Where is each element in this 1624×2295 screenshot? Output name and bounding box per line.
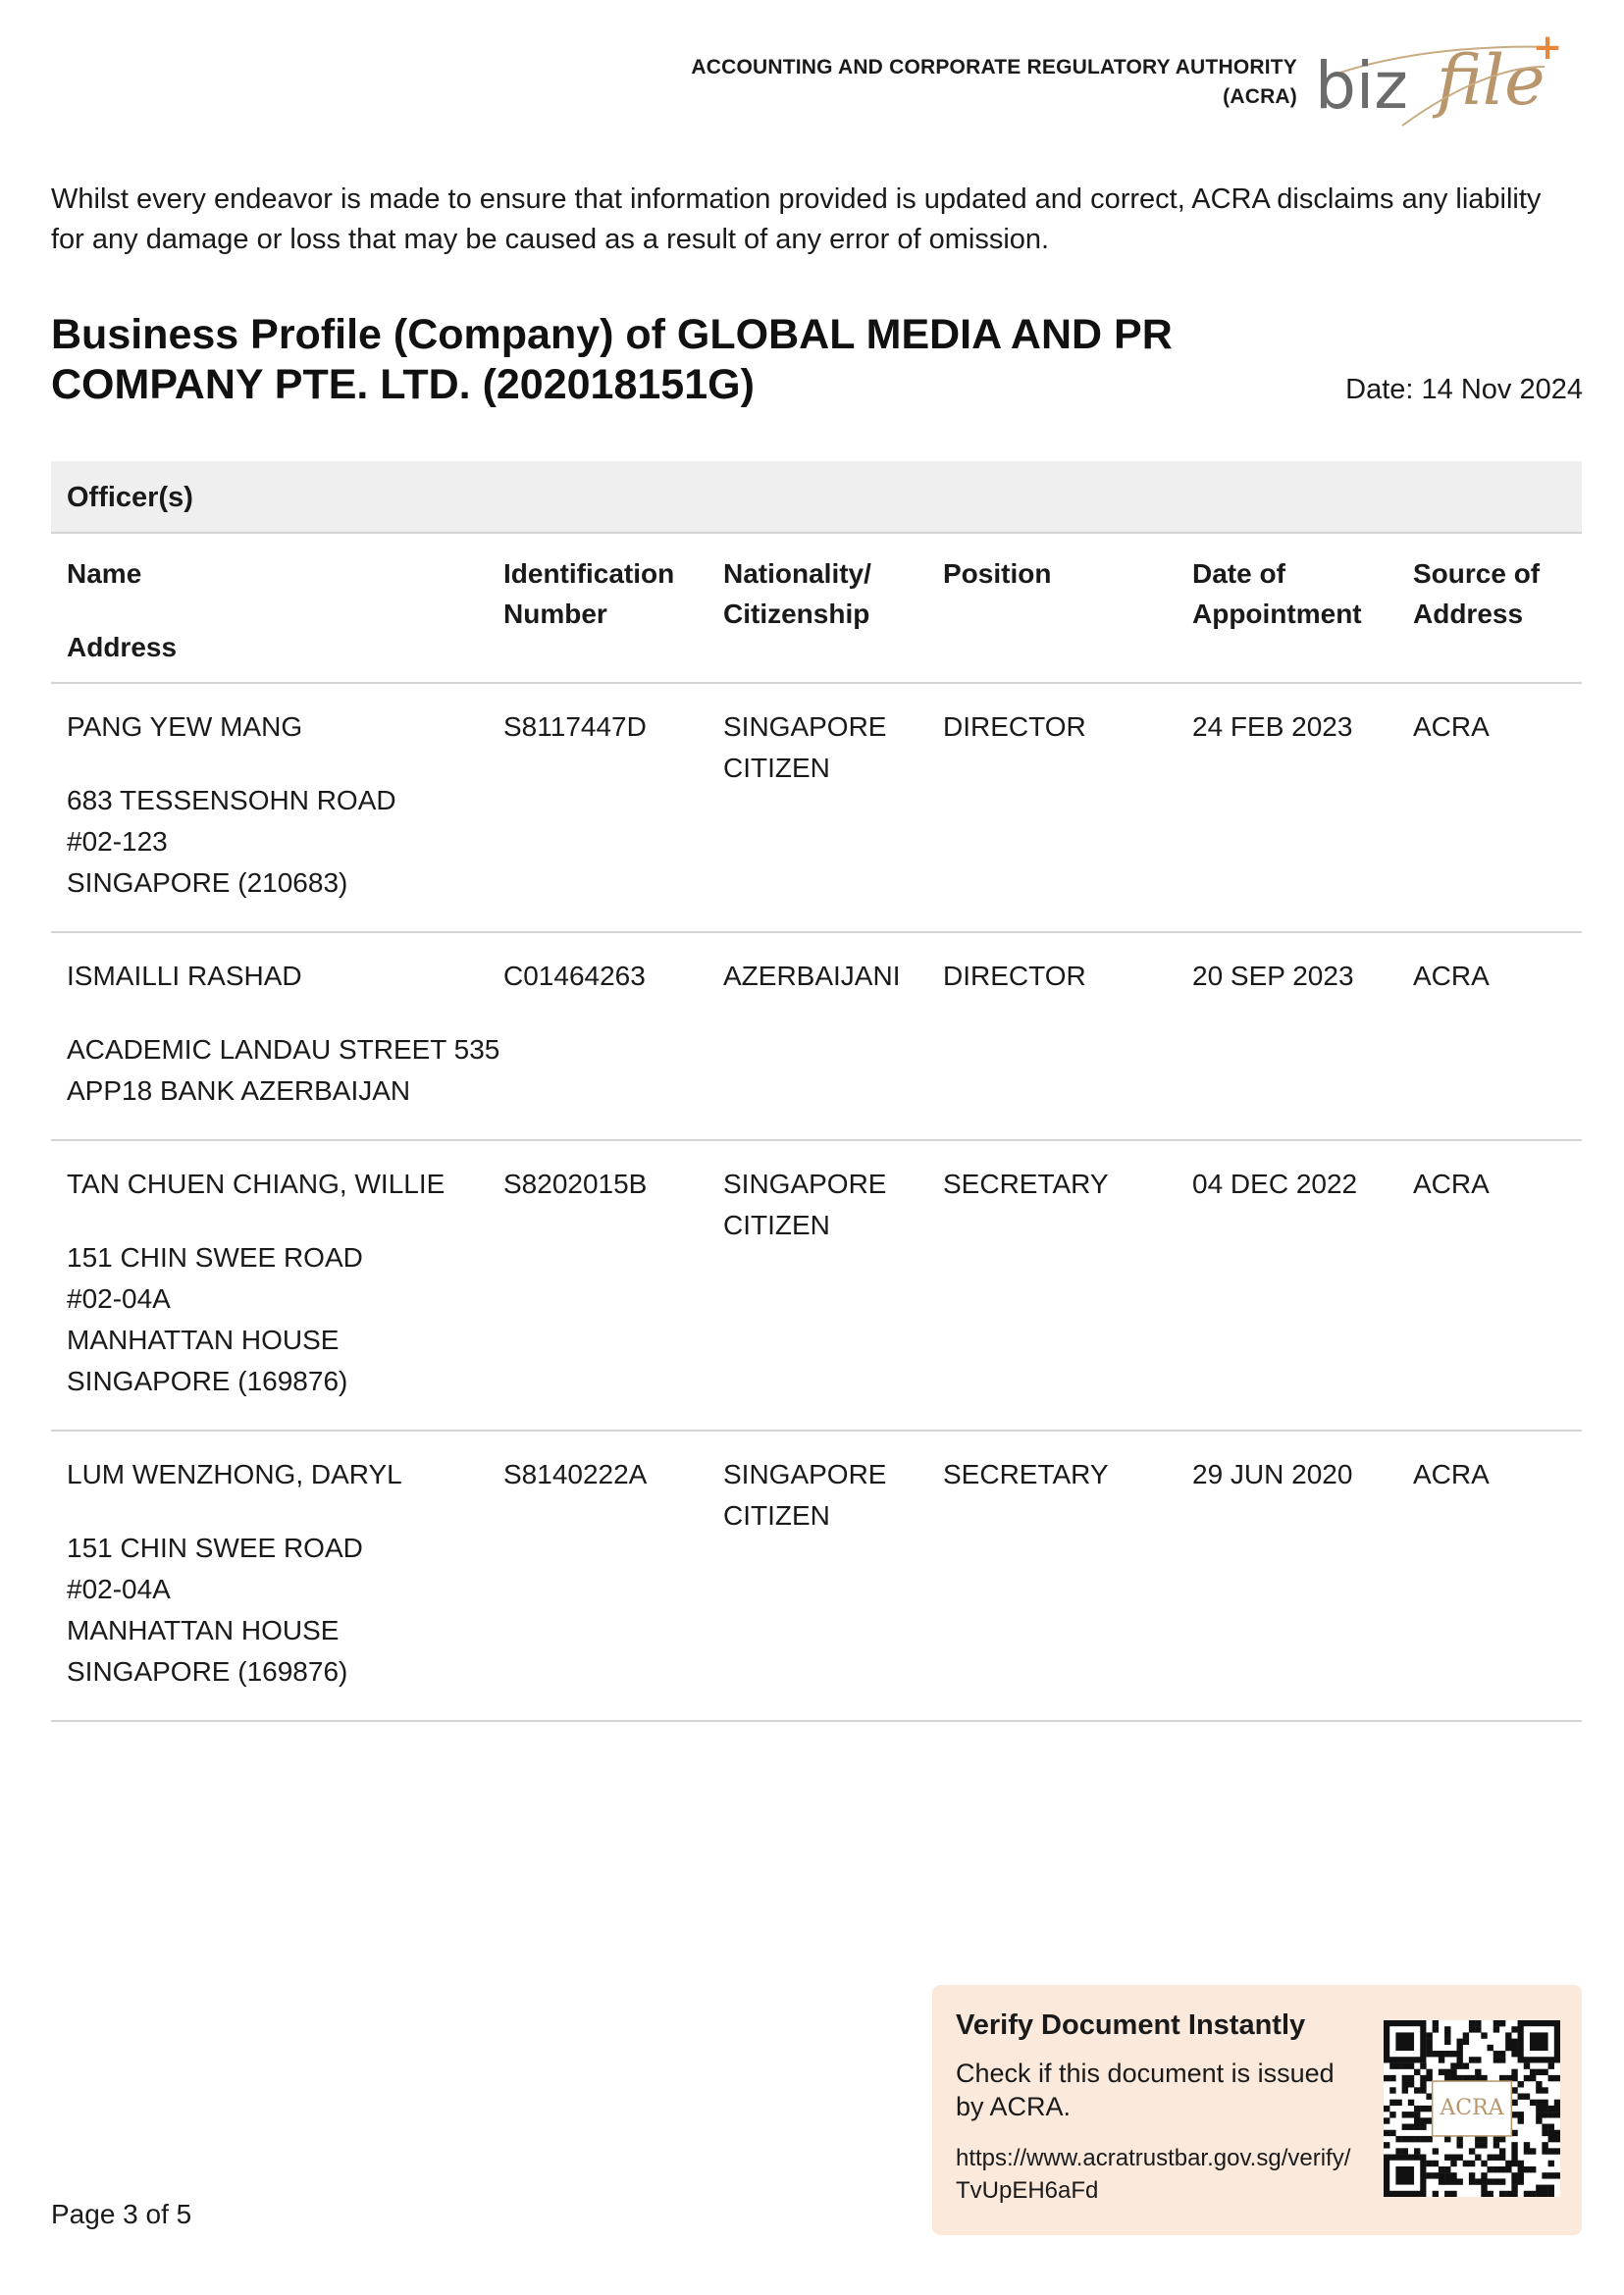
- table-row: [51, 1141, 1582, 1432]
- bizfile-logo: [1309, 27, 1574, 135]
- officer-name: TAN CHUEN CHIANG, WILLIE: [67, 1169, 445, 1199]
- officer-position: DIRECTOR: [943, 961, 1086, 991]
- officer-nationality: SINGAPORE CITIZEN: [723, 711, 887, 783]
- table-row: [51, 1432, 1582, 1722]
- officer-address-source: ACRA: [1413, 961, 1490, 991]
- col-header-position: Position: [943, 558, 1052, 589]
- svg-text:+: +: [1533, 27, 1563, 68]
- authority-name-line1: ACCOUNTING AND CORPORATE REGULATORY AUTHORITY: [691, 56, 1297, 78]
- col-header-appointment: Date of Appointment: [1192, 558, 1362, 629]
- officer-address-source: ACRA: [1413, 711, 1490, 742]
- table-row: [51, 933, 1582, 1141]
- disclaimer-text: Whilst every endeavor is made to ensure that information provided is updated and correct, ACRA disclaims any liability for any damage or loss that may be caused as a result of any error of omission.: [51, 183, 1542, 255]
- officer-address: ACADEMIC LANDAU STREET 535 APP18 BANK AZERBAIJAN: [67, 1034, 500, 1106]
- authority-name: [691, 53, 1297, 112]
- verify-link[interactable]: https://www.acratrustbar.gov.sg/verify/TvUpEH6aFd: [956, 2145, 1351, 2204]
- officer-appointment-date: 20 SEP 2023: [1192, 961, 1354, 991]
- col-header-source: Source of Address: [1413, 558, 1541, 629]
- page-title: [51, 310, 1229, 410]
- officer-address: 151 CHIN SWEE ROAD #02-04A MANHATTAN HOUSE SINGAPORE (169876): [67, 1533, 363, 1687]
- officer-id: S8117447D: [503, 711, 647, 742]
- officer-address: 151 CHIN SWEE ROAD #02-04A MANHATTAN HOUSE SINGAPORE (169876): [67, 1242, 363, 1396]
- officers-table: [51, 534, 1582, 1722]
- officer-nationality: AZERBAIJANI: [723, 961, 901, 991]
- officer-name: LUM WENZHONG, DARYL: [67, 1459, 402, 1489]
- svg-text:biz: biz: [1315, 48, 1408, 124]
- officer-name: ISMAILLI RASHAD: [67, 961, 302, 991]
- officer-appointment-date: 29 JUN 2020: [1192, 1459, 1353, 1489]
- page-number: Page 3 of 5: [51, 2199, 192, 2229]
- officer-position: SECRETARY: [943, 1459, 1109, 1489]
- verify-document-box: [932, 1985, 1582, 2235]
- qr-label: ACRA: [1440, 2096, 1504, 2120]
- verify-title: Verify Document Instantly: [956, 2009, 1306, 2041]
- officer-nationality: SINGAPORE CITIZEN: [723, 1459, 887, 1531]
- authority-name-line2: (ACRA): [1223, 85, 1297, 108]
- officer-position: SECRETARY: [943, 1169, 1109, 1199]
- officer-id: S8202015B: [503, 1169, 648, 1199]
- officer-appointment-date: 04 DEC 2022: [1192, 1169, 1358, 1199]
- officer-position: DIRECTOR: [943, 711, 1086, 742]
- officer-id: C01464263: [503, 961, 646, 991]
- officer-id: S8140222A: [503, 1459, 648, 1489]
- table-header-row: [51, 534, 1582, 684]
- col-header-address: Address: [67, 632, 178, 662]
- qr-code-icon[interactable]: [1384, 2020, 1560, 2197]
- officer-address: 683 TESSENSOHN ROAD #02-123 SINGAPORE (210683): [67, 785, 396, 898]
- officer-address-source: ACRA: [1413, 1169, 1490, 1199]
- document-date: Date: 14 Nov 2024: [1345, 374, 1583, 405]
- table-row: [51, 684, 1582, 933]
- col-header-id: Identification Number: [503, 558, 675, 629]
- svg-text:file: file: [1437, 40, 1545, 121]
- verify-description: Check if this document is issued by ACRA.: [956, 2059, 1335, 2121]
- col-header-nationality: Nationality/ Citizenship: [723, 558, 871, 629]
- officer-nationality: SINGAPORE CITIZEN: [723, 1169, 887, 1240]
- officers-section-header: [51, 461, 1582, 534]
- page-title-line2: COMPANY PTE. LTD. (202018151G): [51, 361, 755, 408]
- officer-appointment-date: 24 FEB 2023: [1192, 711, 1353, 742]
- col-header-name: Name: [67, 558, 142, 589]
- section-title: Officer(s): [67, 482, 193, 513]
- page-title-line1: Business Profile (Company) of GLOBAL MEDIA AND PR: [51, 311, 1173, 358]
- officer-address-source: ACRA: [1413, 1459, 1490, 1489]
- officer-name: PANG YEW MANG: [67, 711, 303, 742]
